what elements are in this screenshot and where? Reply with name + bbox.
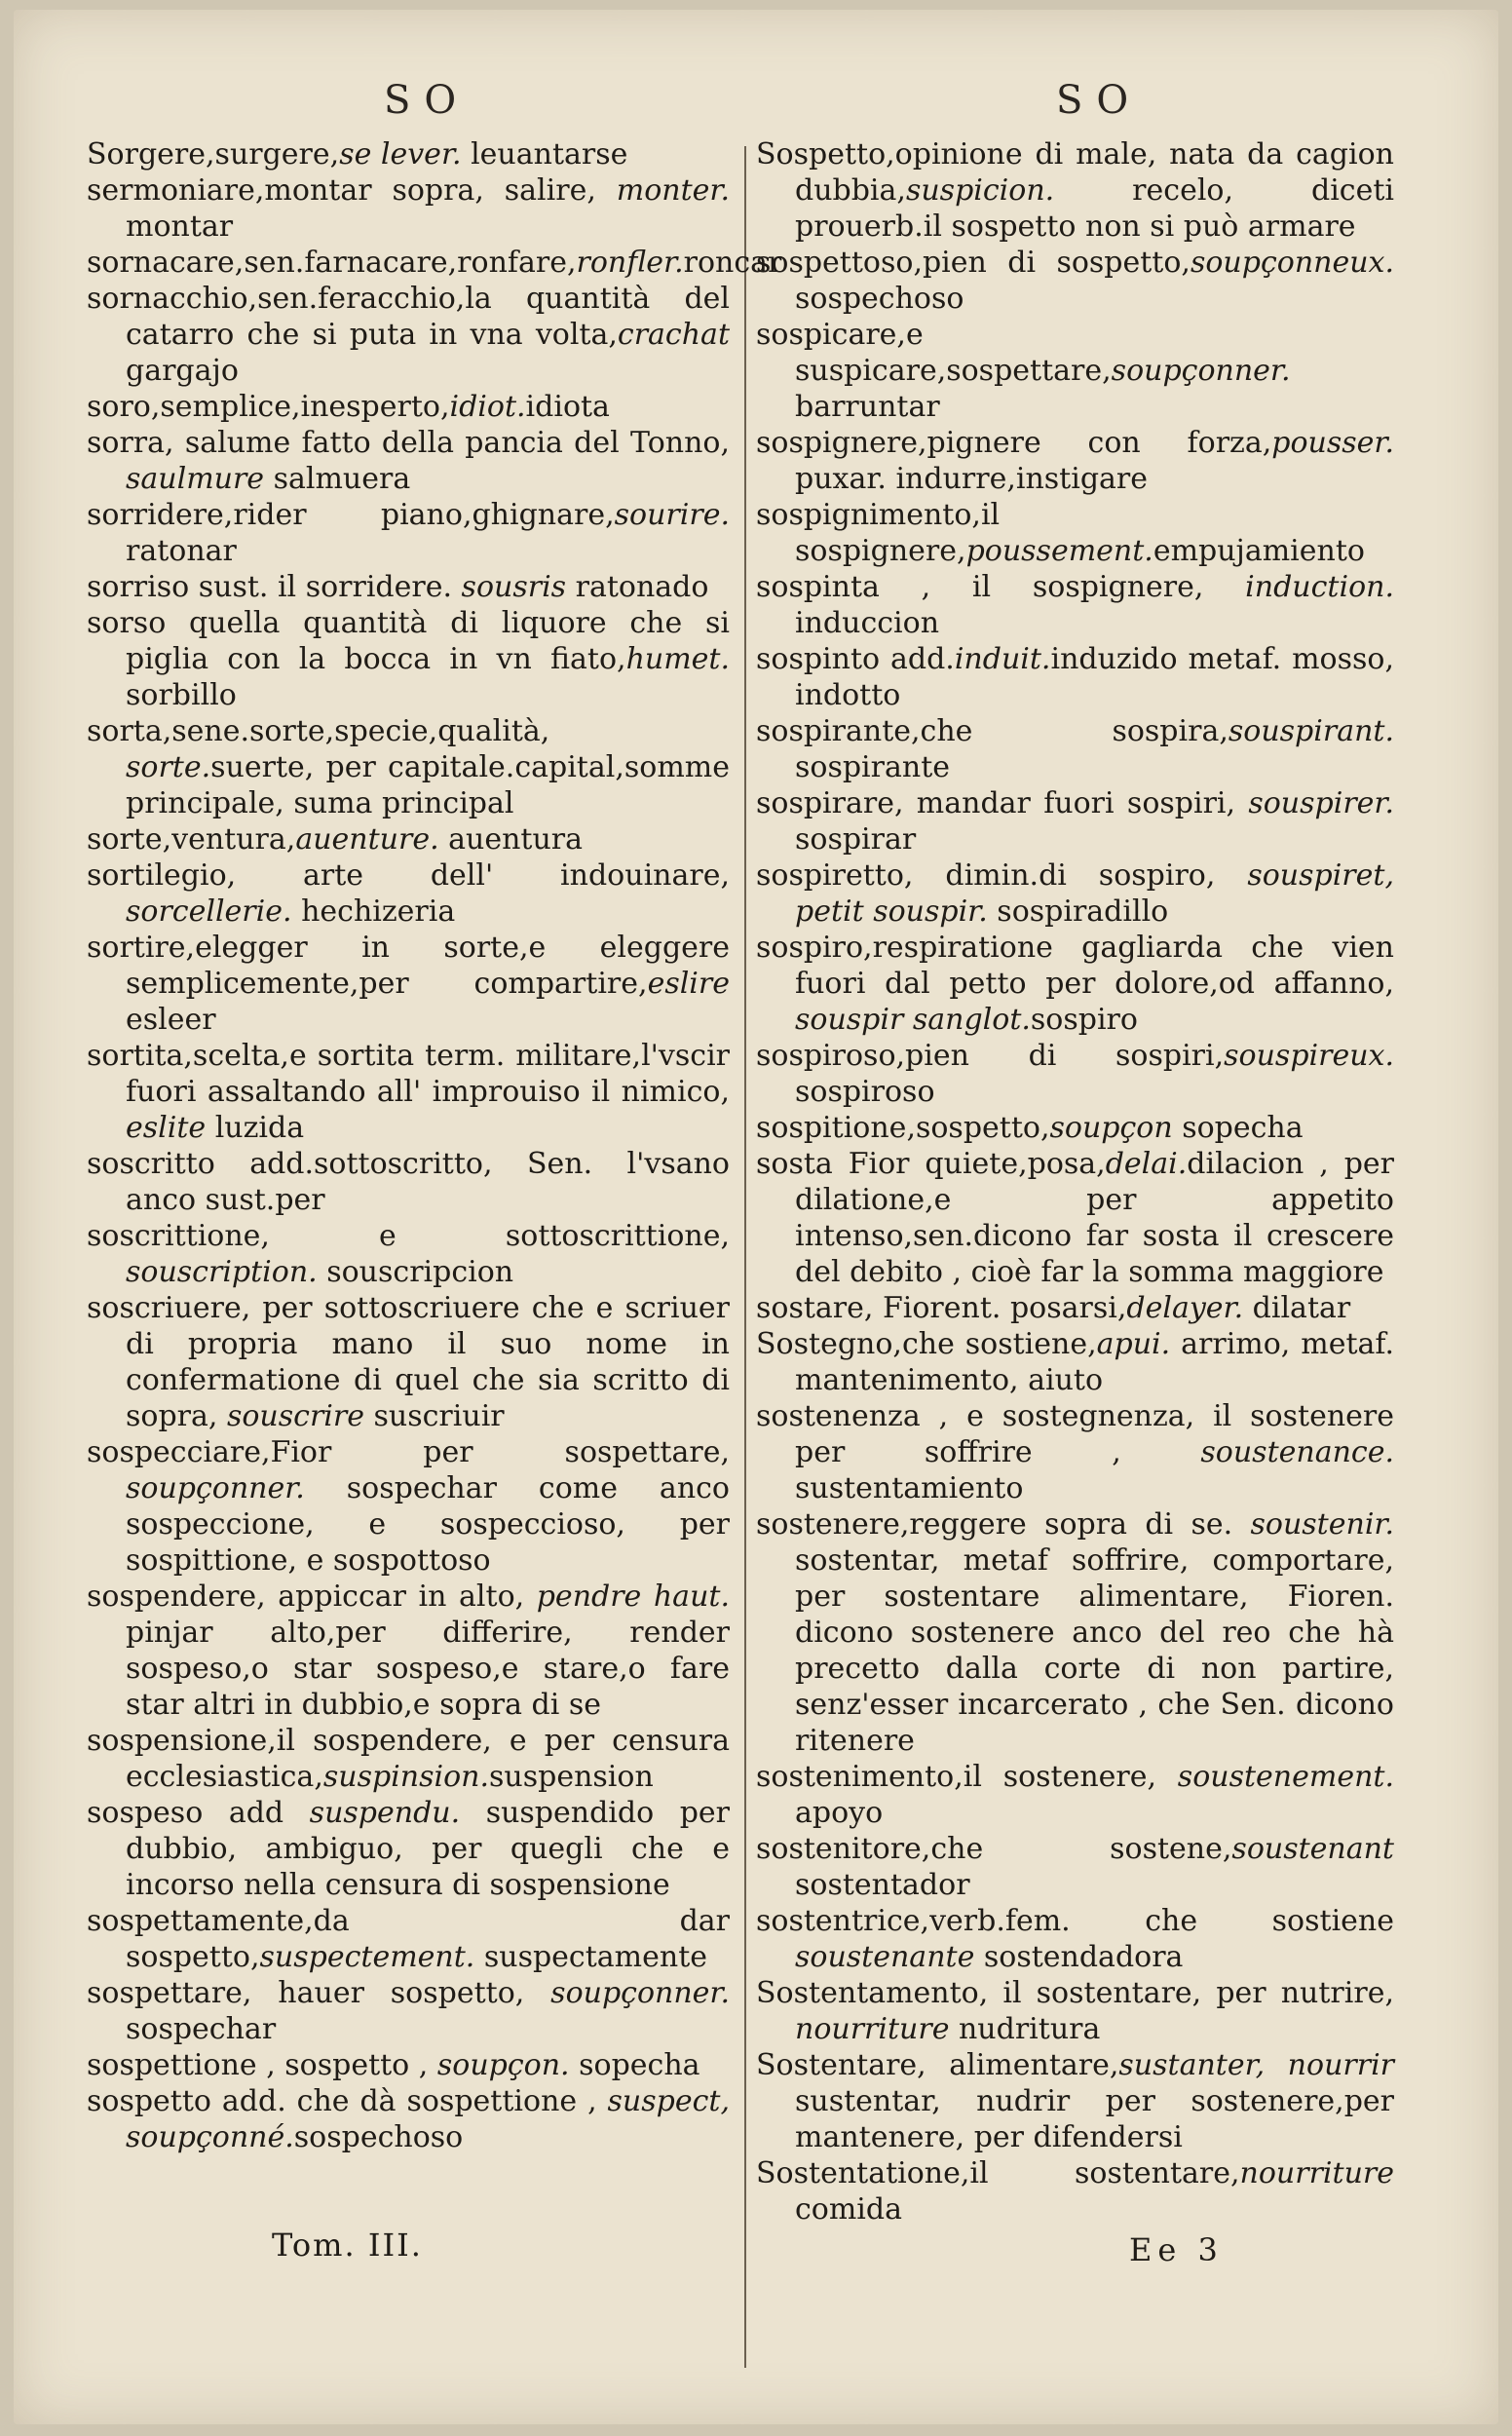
dictionary-entry — [756, 1038, 1394, 1110]
entry-headword: soscrittione, e sottoscrittione, — [87, 1219, 730, 1253]
entry-spanish: sostentador — [795, 1868, 970, 1902]
entry-spanish: souscripcion — [317, 1255, 514, 1289]
entry-headword: sorra, salume fatto della pancia del Tonno, — [87, 426, 730, 460]
entry-french: souscription. — [126, 1255, 318, 1289]
dictionary-entry — [87, 2047, 730, 2083]
dictionary-entry — [756, 497, 1394, 569]
entry-spanish: suspectamente — [474, 1940, 708, 1974]
entry-headword: sospettoso,pien di sospetto, — [756, 246, 1191, 280]
dictionary-entry — [87, 605, 730, 713]
entry-headword: sospiroso,pien di sospiri, — [756, 1039, 1225, 1073]
entry-spanish: leuantarse — [461, 137, 628, 171]
dictionary-entry — [756, 1506, 1394, 1759]
entry-french: saulmure — [126, 462, 265, 496]
entry-spanish: roncar — [683, 246, 782, 280]
entry-french: eslire — [647, 967, 730, 1001]
entry-french: souspireux. — [1224, 1039, 1394, 1073]
dictionary-entry — [756, 1759, 1394, 1831]
entry-headword: Sorgere,surgere, — [87, 137, 340, 171]
entry-spanish: arrimo, metaf. mantenimento, aiuto — [795, 1327, 1394, 1397]
right-column — [756, 136, 1394, 2227]
entry-spanish: sustentamiento — [795, 1471, 1024, 1505]
entry-spanish: sospirar — [795, 822, 917, 856]
entry-french: soustenance. — [1120, 1435, 1394, 1469]
entry-headword: sospiretto, dimin.di sospiro, — [756, 858, 1216, 893]
entry-headword: sornacchio,sen.feracchio,la quantità del catarro che si puta in vna volta, — [87, 282, 730, 352]
entry-spanish: salmuera — [264, 462, 411, 496]
entry-spanish: luzida — [206, 1111, 305, 1145]
entry-headword: sospetto add. che dà sospettione , — [87, 2084, 597, 2118]
entry-french: pousser. — [1271, 426, 1394, 460]
entry-spanish: sospechar — [126, 2012, 277, 2046]
entry-spanish: suspension — [489, 1760, 654, 1794]
entry-french: idiot. — [449, 390, 526, 424]
dictionary-entry — [87, 1434, 730, 1579]
entry-headword: Sostegno,che sostiene, — [756, 1327, 1097, 1361]
entry-spanish: auentura — [438, 822, 584, 856]
running-header-left: SO — [384, 78, 471, 123]
entry-spanish: sospiroso — [795, 1075, 935, 1109]
entry-headword: sosta Fior quiete,posa, — [756, 1147, 1106, 1181]
entry-french: suspinsion. — [322, 1760, 490, 1794]
entry-headword: sospignimento,il sospignere, — [756, 498, 1001, 568]
entry-headword: sospitione,sospetto, — [756, 1111, 1050, 1145]
dictionary-entry — [87, 1038, 730, 1146]
entry-headword: sorridere,rider piano,ghignare, — [87, 498, 615, 532]
entry-spanish: barruntar — [795, 390, 940, 424]
dictionary-entry — [87, 930, 730, 1038]
entry-headword: sospirare, mandar fuori sospiri, — [756, 786, 1236, 820]
dictionary-entry — [756, 1398, 1394, 1506]
entry-headword: sostentrice,verb.fem. che sostiene — [756, 1904, 1394, 1938]
entry-headword: sorte,ventura, — [87, 822, 296, 856]
entry-spanish: sostentar, metaf soffrire, comportare, per sostentare alimentare, Fioren. dicono sostenere anco del reo che hà precetto dalla corte di non partire, senz'esser incarcerato , che Sen. dicono ritenere — [795, 1543, 1394, 1758]
entry-headword: sortire,elegger in sorte,e eleggere semplicemente,per compartire, — [87, 931, 730, 1001]
dictionary-entry — [756, 569, 1394, 641]
entry-headword: soscriuere, per sottoscriuere che e scriuer di propria mano il suo nome in confermatione di quel che sia scritto di sopra, — [87, 1291, 730, 1433]
entry-headword: sospettione , sospetto , — [87, 2048, 429, 2082]
dictionary-entry — [756, 857, 1394, 930]
entry-spanish: idiota — [525, 390, 610, 424]
entry-french: crachat — [617, 318, 730, 352]
entry-headword: sermoniare,montar sopra, salire, — [87, 173, 596, 208]
entry-french: apui. — [1096, 1327, 1171, 1361]
entry-spanish: empujamiento — [1153, 534, 1365, 568]
dictionary-entry — [756, 136, 1394, 245]
volume-signature: Tom. III. — [272, 2227, 423, 2264]
entry-headword: Sospetto,opinione di male, nata da cagion dubbia, — [756, 137, 1394, 208]
dictionary-entry — [87, 1723, 730, 1795]
entry-headword: sorta,sene.sorte,specie,qualità, — [87, 714, 550, 748]
dictionary-entry — [87, 136, 730, 172]
entry-french: soustenant — [1231, 1832, 1394, 1866]
entry-spanish: pinjar alto,per differire, render sospeso,o star sospeso,e stare,o fare star altri in dubbio,e sopra di se — [126, 1616, 730, 1722]
entry-spanish: gargajo — [126, 354, 239, 388]
dictionary-entry — [756, 2047, 1394, 2155]
entry-french: sorcellerie. — [126, 894, 292, 929]
entry-spanish: puxar. indurre,instigare — [795, 462, 1149, 496]
entry-spanish: sorbillo — [126, 678, 237, 712]
entry-french: sousris — [452, 570, 567, 604]
entry-headword: sostare, Fiorent. posarsi, — [756, 1291, 1127, 1325]
entry-spanish: sostendadora — [974, 1940, 1184, 1974]
entry-french: suspicion. — [905, 173, 1055, 208]
entry-french: souspir sanglot. — [795, 1003, 1031, 1037]
dictionary-page — [14, 10, 1498, 2424]
entry-headword: sospirante,che sospira, — [756, 714, 1228, 748]
dictionary-entry — [87, 1218, 730, 1290]
dictionary-entry — [87, 172, 730, 245]
gathering-signature: Ee 3 — [1129, 2231, 1224, 2268]
entry-headword: sospecciare,Fior per sospettare, — [87, 1435, 730, 1469]
entry-headword: sostenere,reggere sopra di se. — [756, 1507, 1233, 1542]
entry-headword: sostenitore,che sostene, — [756, 1832, 1232, 1866]
dictionary-entry — [756, 713, 1394, 785]
entry-french: se lever. — [339, 137, 462, 171]
entry-french: souspirer. — [1235, 786, 1394, 820]
entry-headword: sospicare,e suspicare,sospettare, — [756, 318, 1112, 388]
entry-spanish: induccion — [795, 606, 940, 640]
dictionary-entry — [87, 857, 730, 930]
dictionary-entry — [87, 821, 730, 857]
entry-headword: soscritto add.sottoscritto, Sen. l'vsano anco sust. — [87, 1147, 730, 1217]
entry-french: soupçonner. — [524, 1976, 730, 2010]
entry-french: soustenir. — [1232, 1507, 1394, 1542]
entry-spanish: comida — [795, 2192, 902, 2227]
entry-headword: sospettare, hauer sospetto, — [87, 1976, 525, 2010]
dictionary-entry — [87, 389, 730, 425]
entry-french: monter. — [595, 173, 730, 208]
dictionary-entry — [756, 425, 1394, 497]
entry-spanish: dilatar — [1243, 1291, 1351, 1325]
entry-headword: Sostentamento, il sostentare, per nutrire, — [756, 1976, 1394, 2010]
entry-headword: soro,semplice,inesperto, — [87, 390, 450, 424]
entry-spanish: sospirante — [795, 750, 951, 784]
entry-french: induction. — [1203, 570, 1394, 604]
dictionary-entry — [756, 641, 1394, 713]
entry-headword: Sostentatione,il sostentare, — [756, 2156, 1240, 2190]
entry-spanish: sospiradillo — [987, 894, 1169, 929]
entry-headword: sospensione,il sospendere, e per censura ecclesiastica, — [87, 1724, 730, 1794]
entry-french: ronfler. — [576, 246, 684, 280]
entry-french: souspiret, petit souspir. — [795, 858, 1394, 929]
dictionary-entry — [87, 1795, 730, 1903]
entry-spanish: sospechar come anco sospeccione, e sospeccioso, per sospittione, e sospottoso — [126, 1471, 730, 1578]
entry-french: soupçonneux. — [1190, 246, 1394, 280]
dictionary-entry — [87, 497, 730, 569]
entry-headword: Sostentare, alimentare, — [756, 2048, 1119, 2082]
entry-spanish: apoyo — [795, 1796, 884, 1830]
entry-french: souscrire — [217, 1399, 364, 1433]
entry-french: pendre haut. — [524, 1580, 730, 1614]
entry-spanish: sopecha — [1172, 1111, 1304, 1145]
entry-spanish: ratonar — [126, 534, 237, 568]
entry-spanish: hechizeria — [291, 894, 456, 929]
entry-french: eslite — [126, 1111, 207, 1145]
entry-spanish: induzido metaf. mosso, indotto — [795, 642, 1394, 712]
dictionary-entry — [756, 1975, 1394, 2047]
entry-french: suspendu. — [284, 1796, 461, 1830]
dictionary-entry — [756, 1831, 1394, 1903]
dictionary-entry — [756, 245, 1394, 317]
dictionary-entry — [87, 425, 730, 497]
entry-spanish: sospechoso — [795, 282, 964, 316]
dictionary-entry — [87, 569, 730, 605]
entry-headword: sostenimento,il sostenere, — [756, 1760, 1157, 1794]
entry-french: delayer. — [1126, 1291, 1244, 1325]
entry-french: soupçon — [1049, 1111, 1173, 1145]
entry-headword: sospettamente,da dar sospetto, — [87, 1904, 730, 1974]
entry-headword: sospeso add — [87, 1796, 284, 1830]
dictionary-entry — [756, 785, 1394, 857]
dictionary-entry — [87, 1903, 730, 1975]
dictionary-entry — [87, 1579, 730, 1723]
dictionary-entry — [756, 1146, 1394, 1290]
entry-headword: sospinta , il sospignere, — [756, 570, 1204, 604]
entry-headword: sospiro,respiratione gagliarda che vien fuori dal petto per dolore,od affanno, — [756, 931, 1394, 1001]
entry-spanish: nudritura — [949, 2012, 1101, 2046]
entry-french: auenture. — [295, 822, 439, 856]
entry-headword: sortita,scelta,e sortita term. militare,l'vscir fuori assaltando all' improuiso il nimico, — [87, 1039, 730, 1109]
dictionary-entry — [87, 1290, 730, 1434]
dictionary-entry — [756, 1290, 1394, 1326]
dictionary-entry — [756, 930, 1394, 1038]
entry-spanish: suspendido per dubbio, ambiguo, per quegli che e incorso nella censura di sospensione — [126, 1796, 730, 1902]
entry-french: delai. — [1105, 1147, 1188, 1181]
entry-french: nourriture — [1239, 2156, 1394, 2190]
entry-headword: sorso quella quantità di liquore che si piglia con la bocca in vn fiato, — [87, 606, 730, 676]
left-column — [87, 136, 782, 2155]
entry-spanish: dilacion , per dilatione,e per appetito intenso,sen.dicono far sosta il crescere del debito , cioè far la somma maggiore — [795, 1147, 1394, 1289]
entry-headword: sostenenza , e sostegnenza, il sostenere per soffrire , — [756, 1399, 1394, 1469]
entry-french: sustanter, nourrir — [1118, 2048, 1395, 2082]
entry-headword: sortilegio, arte dell' indouinare, — [87, 858, 730, 893]
entry-headword: sospendere, appiccar in alto, — [87, 1580, 525, 1614]
entry-headword: sospignere,pignere con forza, — [756, 426, 1272, 460]
entry-french: induit. — [954, 642, 1051, 676]
dictionary-entry — [756, 2155, 1394, 2227]
entry-french: soustenement. — [1156, 1760, 1394, 1794]
dictionary-entry — [87, 2083, 730, 2155]
entry-spanish: ratonado — [566, 570, 709, 604]
entry-french: soupçon. — [428, 2048, 570, 2082]
dictionary-entry — [756, 1903, 1394, 1975]
dictionary-entry — [87, 1975, 730, 2047]
entry-french: poussement. — [965, 534, 1153, 568]
entry-spanish: sopecha — [569, 2048, 700, 2082]
entry-spanish: esleer — [126, 1003, 216, 1037]
entry-headword: sornacare,sen.farnacare,ronfare, — [87, 246, 577, 280]
entry-french: suspect, soupçonné. — [126, 2084, 730, 2154]
entry-spanish: sospiro — [1030, 1003, 1138, 1037]
dictionary-entry — [756, 1110, 1394, 1146]
column-divider — [744, 146, 746, 2368]
dictionary-entry — [87, 1146, 730, 1218]
dictionary-entry — [87, 281, 730, 389]
entry-spanish: sustentar, nudrir per sostenere,per mantenere, per difendersi — [795, 2084, 1394, 2154]
entry-french: nourriture — [795, 2012, 950, 2046]
entry-spanish: suerte, per capitale.capital,somme principale, suma principal — [126, 750, 730, 820]
entry-spanish: recelo, diceti prouerb.il sospetto non si può armare — [795, 173, 1394, 244]
dictionary-entry — [756, 1326, 1394, 1398]
entry-french: souspirant. — [1228, 714, 1394, 748]
running-header-right: SO — [1056, 78, 1143, 123]
entry-french: sorte. — [126, 750, 211, 784]
entry-french: soustenante — [795, 1940, 975, 1974]
entry-headword: sospinto add. — [756, 642, 955, 676]
entry-french: soupçonner. — [1111, 354, 1291, 388]
entry-spanish: sospechoso — [293, 2120, 464, 2154]
dictionary-entry — [87, 245, 782, 281]
entry-french: soupçonner. — [126, 1471, 305, 1505]
entry-spanish: suscriuir — [363, 1399, 505, 1433]
entry-headword: sorriso sust. il sorridere. — [87, 570, 453, 604]
dictionary-entry — [756, 317, 1394, 425]
entry-french: suspectement. — [259, 1940, 475, 1974]
entry-spanish: montar — [126, 209, 234, 244]
entry-french: sourire. — [614, 498, 730, 532]
entry-french: humet. — [625, 642, 730, 676]
dictionary-entry — [87, 713, 730, 821]
entry-spanish: per — [275, 1183, 325, 1217]
